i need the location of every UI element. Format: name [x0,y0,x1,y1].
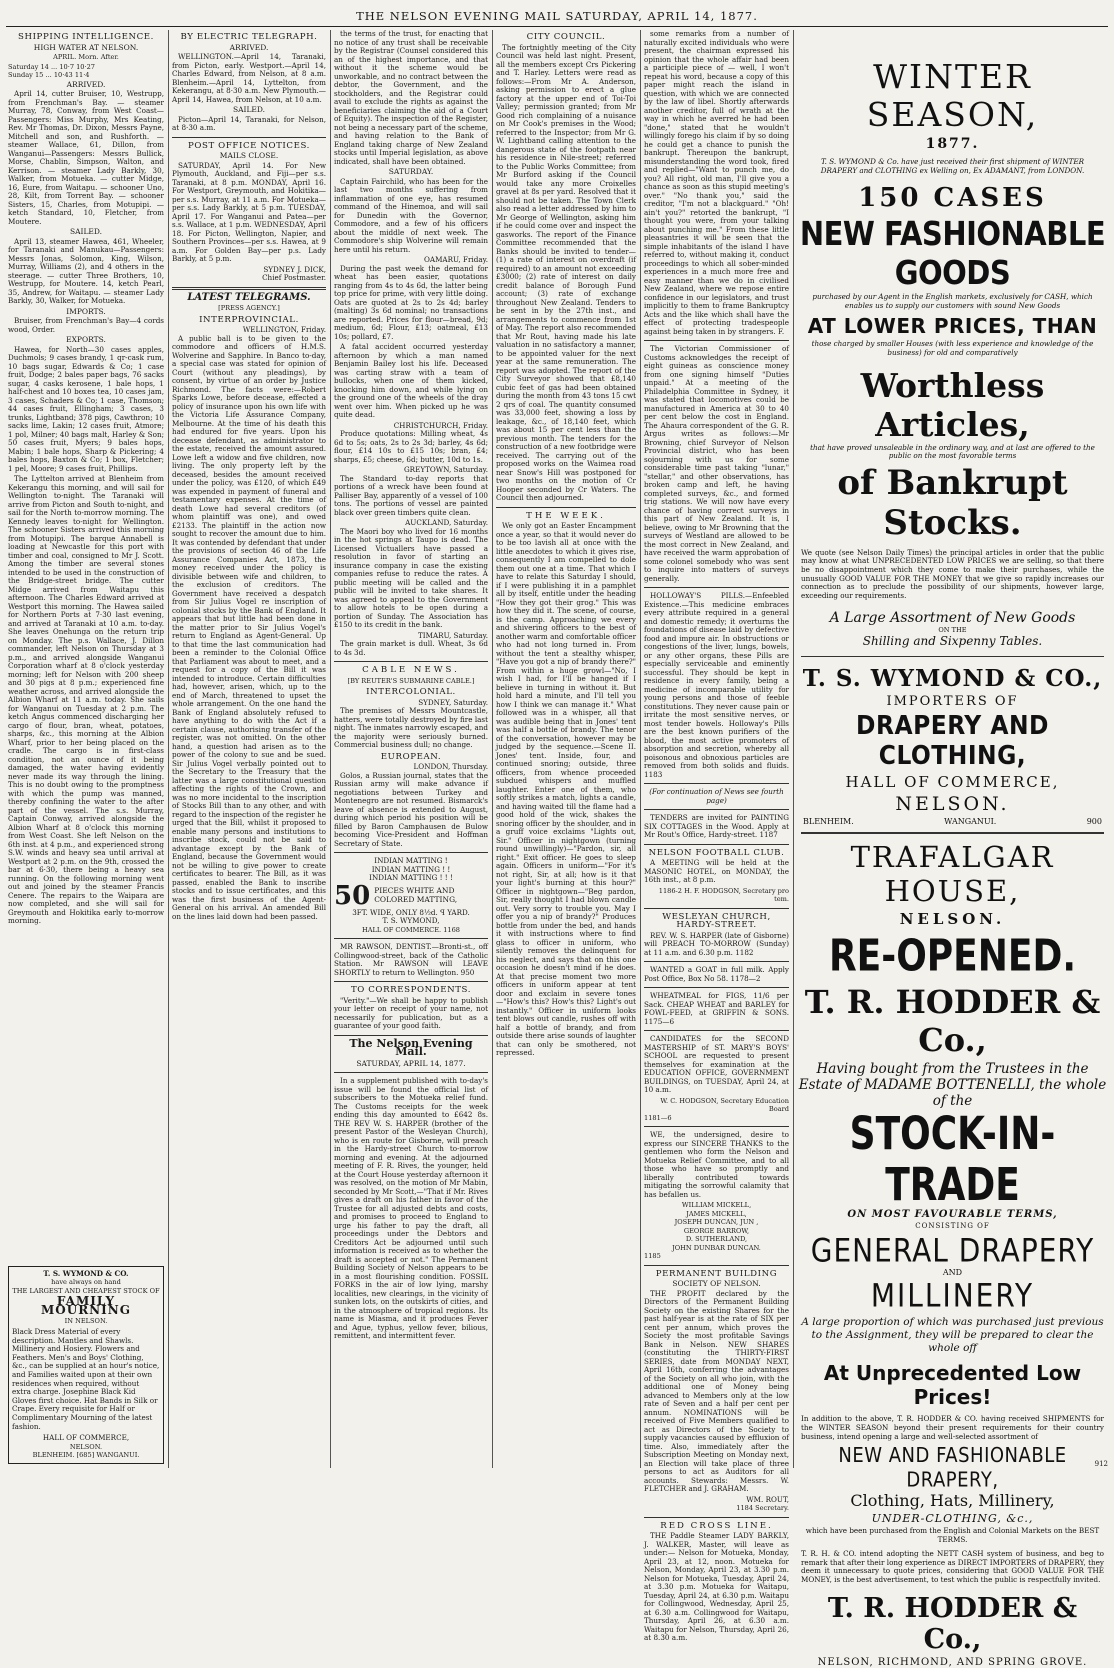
divider [801,656,1104,657]
candidates-number: 1181—6 [644,1113,672,1122]
news-text: During the past week the demand for wheat has been easier, quotations ranging from 4s to 4s 6d, the latter being top price for prime, with very little doing. Oats are quoted at 2s to 2s 4d; barley (malting) 3s 6d nominal; no transactions are reported. Prices for flour—bread, 9d; medium, 6d; Flour, £13; oatmeal, £13 10s; pollard, £7. [334,263,488,341]
column-rule [640,30,641,1468]
matting-line: INDIAN MATTING ! [374,856,448,865]
matting-line: INDIAN MATTING ! ! [371,864,451,874]
shipping-heading: SHIPPING INTELLIGENCE. [17,32,155,42]
tide-header: APRIL. Morn. After. [53,53,119,61]
nett-cash-text: T. R. H. & CO. intend adopting the NETT CASH system of business, and beg to remark that after their long experience as DIRECT IMPORTERS of DRAPERY, they deem it unnecessary to quote prices, considering that GOOD VALUE FOR THE MONEY, is the best advertisement, to test which the public is respectfully invited. [801,1549,1104,1585]
divider [334,938,488,939]
paper-nameplate: The Nelson Evening Mail. [349,1036,473,1058]
worthless-articles-heading: Worthless Articles, [860,365,1045,444]
building-society-text: THE PROFIT declared by the Directors of the Permanent Building Society on the existing Shares for the past half-year is at the rate of SIX per cent per annum, which proves the Society the most profitable Savings Bank in Nelson. NEW SHARES (constituting the THIRTY-FIRST SERIES, date from MONDAY NEXT, April 16th, conferring the advantages of the Society on all who join, with the additional one of Money being advanced to Members only at the low rate of Seven and a half per cent per annum. NOMINATIONS will be received of Five Members qualified to act as Directors of the Society to supply vacancies caused by effluxion of time. Also, immediately after the Subscription Meeting on Monday next, an Election will take place of three persons to act as Auditors for all accounts. Stewards: Messrs. W. FLETCHER and J. GRAHAM. [644,1288,789,1493]
news-text: A fatal accident occurred yesterday afternoon by which a man named Benjamin Bailey lost his life. Deceased was carting straw with a team of bullocks, when one of them kicked, knocking him down, and while lying on the ground one of the wheels of the dray went over him. When picked up he was quite dead. [334,342,488,419]
news-text: Golos, a Russian journal, states that the Russian army will make advance if negotiations between Turkey and Montenegro are not resumed. Bismarck's leave of absence is extended to August, during which period his position will be filled by Baron Camphausen de Bulow becoming Vice-President and Hoffman Secretary of State. [334,770,488,848]
news-text: The grain market is dull. Wheat, 3s 6d to 4s 3d. [334,639,488,657]
ad-places: BLENHEIM. [685] WANGANUI. [32,1451,140,1460]
drapery-clothing-heading: DRAPERY AND CLOTHING, [856,711,1049,772]
divider [644,987,789,988]
telegraph-heading: BY ELECTRIC TELEGRAPH. [180,32,318,42]
matting-description: PIECES WHITE AND COLORED MATTING, [374,886,458,904]
dateline: TIMARU, Saturday. [418,630,488,640]
matting-line: INDIAN MATTING ! ! ! [369,873,453,882]
divider [644,809,789,810]
divider [334,1035,488,1036]
quote-text: We quote (see Nelson Daily Times) the principal articles in order that the public may know at what UNPRECEDENTED LOW PRICES we are selling, so that there be no disappointment which they come to make their purchases, while the unusually GOOD VALUE FOR THE MONEY that we give so rapidly increases our connection as to preclude the possibility of our shipments, however large, exceeding our requirements. [801,547,1104,600]
building-society-heading: PERMANENT BUILDING [655,1268,778,1279]
hall-of-commerce: HALL OF COMMERCE, [845,773,1060,792]
interprovincial-heading: INTERPROVINCIAL. [199,314,299,325]
lower-prices-heading: AT LOWER PRICES, THAN [807,314,1098,339]
imports-heading: IMPORTS. [66,306,106,316]
divider [644,844,789,845]
which-text: which have been purchased from the English and Colonial Markets on the BEST TERMS. [805,1526,1100,1544]
the-week-heading: THE WEEK. [526,510,606,521]
news-text: The Standard to-day reports that portions of a wreck have been found at Palliser Bay, apparently of a vessel of 100 tons. The portions of vessel are painted black over green timbers quite clean. [334,473,488,517]
signer: JOHN DUNBAR DUNCAN. [672,1243,761,1252]
football-signature: 1186-2 H. F. HODGSON, Secretary pro tem. [658,886,789,903]
signer: D. SUTHERLAND, [685,1235,748,1243]
sailed-heading: SAILED. [69,227,103,236]
tables-heading: Shilling and Sixpenny Tables. [862,634,1043,649]
high-water-heading: HIGH WATER AT NELSON. [33,42,139,52]
mails-close-heading: MAILS CLOSE. [219,151,279,160]
matting-price: 3FT. WIDE, ONLY 8½d. ꟼ YARD. [352,907,470,917]
news-text: The Maori boy who lived for 16 months in the hot springs at Taupo is dead. The Licensed Victuallers have passed a resolution in favor of starting an insurance company in case the existing companies refuse to reduce the rates. A public meeting will be called and the public will be invited to take shares. It was agreed to appeal to the Government to allow hotels to be open during a portion of Sunday. The Association has £150 to its credit in the bank. [334,526,488,629]
hodder-locations: NELSON, RICHMOND, AND SPRING GROVE. [817,1656,1088,1668]
dateline: SYDNEY, Saturday. [418,697,488,707]
divider [334,981,488,982]
dateline: AUCKLAND, Saturday. [405,518,488,527]
paper-date: SATURDAY, APRIL 14, 1877. [356,1058,466,1068]
ad-firm: T. S. WYMOND & CO. [43,1268,129,1278]
divider [172,137,326,138]
divider [644,961,789,962]
tide-row: Sunday 15 ... 10·43 11·4 [8,71,90,79]
holloway-notice: HOLLOWAY'S PILLS.—Enfeebled Existence.—This medicine embraces every attribute required in a general and domestic remedy; it overturns the foundations of disease laid by defective food and impure air. In obstructions or congestions of the liver, lungs, bowels, or any other organs, these Pills are especially serviceable and eminently successful. They should be kept in residence in every family, being a medicine of incomparable utility for young persons and those of feeble constitutions. They never cause pain or irritate the most sensitive nerves, or most tender bowels. Holloway's Pills are the best known purifiers of the blood, the most active promoters of absorption and secretion, whereby all poisonous and obnoxious particles are removed from both solids and fluids. 1183 [644,591,789,779]
those-text: those charged by smaller Houses (with less experience and knowledge of the business) for old and comparatively [811,339,1094,357]
matting-advertisement [334,857,488,934]
ad-number: 900 [1086,817,1102,827]
continuation-note: (For continuation of News see fourth page) [649,787,784,805]
column-telegraph [172,30,326,1468]
large-assortment-heading: A Large Assortment of New Goods [829,610,1076,627]
signer: GEORGE BARROW, [683,1226,750,1235]
news-text: Captain Fairchild, who has been for the last two months suffering from inflammation of one eye, has resumed command of the Hinemoa, and will sail for Dunedin with the Governor, Commodore, and a few of his officers about the middle of next week. The Commodore's ship Wolverine will remain here until his return. [334,176,488,254]
shipping-news: The Lyttelton arrived at Blenheim from Kekerangu this morning, and will sail for Wellington to-night. The Taranaki will arrive from Picton and South to-night, and sail for the North to-morrow morning. The Kennedy leaves to-night for Wellington. The schooner Sisters arrived this morning from Motupipi. The barque Annabell is loading at Newcastle for this port with timber and coal, consigned to Mr J. Scott. Among the timber are several stones intended to be used in the construction of the Bridge-street bridge. The cutter Midge arrived from Waitapu this afternoon. The Charles Edward arrived at Westport this morning. The Hawea sailed for Northern Ports at 7·30 last evening, and arrived at Taranaki at 10 a.m. to-day. She leaves Onehunga on the return trip on Monday. The p.s. Wallace, J. Dillon commander, left Nelson on Thursday at 3 p.m., and arrived alongside Wanganui Corporation wharf at 8 o'clock yesterday morning; left for Nelson with 200 sheep and 30 pigs at 8 p.m.; experienced fine weather across, and arrived alongside the Albion Wharf at 11 a.m. today. She sails for Wanganui on Tuesday at 2 p.m. The ketch Angus commenced discharging her cargo of flour, bran, wheat, potatoes, sharps, &c., this morning at the Albion Wharf, prior to her being placed on the cradle. The cargo is in first-class condition, not an ounce of it being damaged, the water having evidently never made its way through the lining. This is no doubt owing to the promptness with which the pump was manned, thereby confining the water to the after part of the vessel. The s.s. Murray, Captain Conway, arrived alongside the Albion Wharf at 8 o'clock this morning from West Coast. She left Nelson on the 6th inst. at 4 p.m., and experienced strong S.W. winds and heavy sea until arrival at Westport at 2 p.m. on the 9th, crossed the bar at 6·30, there being a heavy sea running. On the following morning went out and joined by the steamer Francis Cenere. The repairs to the Waipara are now completed, and she will sail for Greymouth and Hokitika early to-morrow morning. [8,474,164,925]
importers-of: IMPORTERS OF [886,694,1019,710]
mourning-advertisement [8,1266,164,1464]
telegraph-sailed-text: Picton—April 14, Taranaki, for Nelson, at 8·30 a.m. [172,114,326,132]
divider [496,507,636,508]
divider [644,908,789,909]
dateline: WELLINGTON, Friday. [242,325,326,334]
addition-text: In addition to the above, T. R. HODDER & CO. having received SHIPMENTS for the WINTER SEASON beyond their present requirements for their country business, intend opening a large and well-selected assortment of [801,1414,1104,1441]
postmaster-title: Chief Postmaster. [262,273,326,282]
consisting-of: CONSISTING OF [915,1222,990,1231]
postmaster-name: SYDNEY J. DICK, [263,264,326,274]
branch-wanganui: WANGANUI. [944,817,997,827]
branches [797,817,1108,826]
divider [644,1265,789,1266]
red-cross-heading: RED CROSS LINE. [660,1520,773,1531]
fashionable-goods-heading: NEW FASHIONABLE GOODS [799,214,1106,293]
trafalgar-house-heading: TRAFALGAR HOUSE, [850,840,1055,909]
news-text: the terms of the trust, for enacting that no notice of any trust shall be receivable by the Registrar (Counsel considered this an of the highest importance, and that without it the scheme would be unworkable, and no contract between the debtor, the Government, and the stockholders, and the Registrar could avail to exclude the rights as against the beneficiaries claiming the aid of a Court of Equity). The inspection of the Register, not being a necessary part of the scheme, and having relation to the Bank of England taking charge of New Zealand stocks until Imperial legislation, as above indicated, shall have been obtained. [334,29,488,166]
ad-items: Black Dress Material of every description. Mantles and Shawls. Millinery and Hosiery. Flowers and Feathers. Men's and Boys' Clothing, &c., can be supplied at an hour's notice, and Families waited upon at their own residences when required, without extra charge. Josephine Black Kid Gloves first choice. Hat Bands in Silk or Crape. Every requisite for Half or Complimentary Mourning of the latest fashion. [12,1327,160,1431]
news-text: some remarks from a number of naturally excited individuals who were present, the chairman expressed his opinion that the whole affair had been a participle piece of — well, I won't repeat his word, because a copy of this paper might reach the island in question, with which we are connected by the law of libel. Shortly afterwards another creditor, full of wrath at the way in which he averred he had been "done," stated that he wouldn't willingly forego his claim if by so doing he could get a chance to punish the bankrupt. Thereupon the bankrupt, misunderstanding the word took, fired and replied—"Want to punch me, do you? All right, old man, I'll give you a chance as soon as this stupid meeting's over." "No thank you," said the creditor, "I'm not a blackguard." "Oh! ain't you?" retorted the bankrupt, "I thought you were, from your talking about punching me." From these little pleasantries it will be seen that the simple inhabitants of the island I have referred to, without making it, conduct proceedings to which all sober-minded experiences in a much more free and easy manner than we do in civilised New Zealand, where we repose entire confidence in our legislators, and trust implicitly to them to frame Bankruptcy Acts and the like which shall have the effect of protecting tradespeople against being taken in by strangers. F. [644,29,789,336]
news-text: Produce quotations: Milling wheat, 4s 6d to 5s; oats, 2s to 2s 3d; barley, 4s 6d; flour, £14 10s to £15 10s; bran, £4; sharps, £5; cheese, 6d; butter, 10d to 1s. [334,429,488,464]
tender-notice: TENDERS are invited for PAINTING SIX COTTAGES in the Wood. Apply at Mr Rout's Office, Hardy-street. 1187 [644,813,789,839]
wheatmeal-notice: WHEATMEAL for FIGS, 11/6 per Sack. CHEAP WHEAT and BARLEY for FOWL-FEED, at GRIFFIN & SONS. 1175—6 [644,991,789,1026]
arrived-heading: ARRIVED. [229,42,269,52]
divider [334,1072,488,1073]
football-heading: NELSON FOOTBALL CLUB. [648,847,785,858]
divider [172,287,326,290]
column-news [334,30,488,1468]
general-drapery-heading: GENERAL DRAPERY [810,1231,1095,1270]
purchased-text: purchased by our Agent in the English markets, exclusively for CASH, which enables us to supply our customers with sound New Goods [812,292,1093,310]
ad-mourning: FAMILY MOURNING [41,1294,131,1317]
building-society-number: 1184 Secretary. [736,1504,789,1512]
cases-heading: 150 CASES [858,183,1047,214]
news-text: The Victorian Commissioner of Customs acknowledges the receipt of eight guineas as conscience money from one signing himself "Duties unpaid." At a meeting of the Philadelphia Committee in Sydney, it was stated that locomotives could be manufactured in America at 30 to 40 per cent below the cost in England. The Ahaura correspondent of the G. R. Argus writes as follows:—Mr Browning, chief Surveyor of Nelson Provincial district, who has been sojourning with us for some considerable time past taking "lunar," "stellar," and other observations, has broken camp and left, he having completed surveys, &c., and formed trig stations. We will now have every chance of having correct surveys in this part of New Zealand. It is, I believe, owing to Mr Browning that the surveys of Westland are allowed to be the most correct in New Zealand, and have received the warm approbation of some colonel somebody who was sent to inquire into matters of surveys generally. [644,344,789,583]
stock-in-trade-heading: STOCK-IN-TRADE [849,1109,1056,1212]
winter-season-year: 1877. [925,136,980,152]
news-text: In a supplement published with to-day's issue will be found the official list of subscribers to the Motueka relief fund. The Customs receipts for the week ending this day amounted to £642 8s. THE REV W. S. HARPER (brother of the present Pastor of the Wesleyan Church), who is en route for Gisborne, will preach in the Hardy-street Church to-morrow morning and evening. At the adjourned meeting of F. R. Rives, the younger, held at the Court House yesterday afternoon it was resolved, on the motion of Mr Mabin, seconded by Mr Scott,—"That if Mr. Rives gives a draft on his father in favor of the Trustee for all adjusted debts and costs, and promises to proceed to England to urge his father to pay the draft, all proceedings under the Debtors and Creditors Act be adjourned until such information is received as to whether the draft is accepted or not." The Permanent Building Society of Nelson appears to be in a most flourishing condition. FOSSIL FORKS in the air of low lying, marshy localities, new clearings, in the vicinity of sunken lots, on the outskirts of cities, and in the atmosphere of tropical regions. Its name is Miasma, and it produces Fever and Ague, typhus, yellow fever, bilious, remittent, and intermittent fever. [334,1076,488,1340]
wesleyan-heading: WESLEYAN CHURCH, HARDY-STREET. [662,911,771,930]
football-text: A MEETING will be held at the MASONIC HOTEL, on MONDAY, the 16th inst., at 8 p.m. [644,858,789,884]
correspondents-text: "Verity."—We shall be happy to publish your letter on receipt of your name, not necessarily for publication, but as a guarantee of your good faith. [334,995,488,1030]
matting-firm: T. S. WYMOND, [382,916,440,925]
trafalgar-nelson: NELSON. [899,910,1006,929]
favourable-terms: ON MOST FAVOURABLE TERMS, [847,1209,1058,1221]
divider [644,340,789,341]
ad-hall: HALL OF COMMERCE, [42,1433,130,1443]
arrived-text: April 14, cutter Bruiser, 10, Westrupp, from Frenchman's Bay. — steamer Murray, 78, Conway, from West Coast—Passengers: Miss Murphy, Mrs Keating, Rev. Mr Thomas, Dr. Dixon, Messrs Payne, Mitchell and son, and Rushforth. — steamer Wallace, 61, Dillon, from Wanganui—Passengers: Messrs Bullick, Morse, Chablin, Simpson, Walton, and Kerrison. — steamer Lady Barkly, 30, Walker, from Motueka. — cutter Midge, 16, Eure, from Waitapu. — schooner Uno, 28, Kilt, from Torrent Bay. — schooner Sisters, 15, Charles, from Motupipi. — ketch Standard, 10, Fletcher, from Moutere. [8,89,164,226]
red-cross-text: THE Paddle Steamer LADY BARKLY, J. WALKER, Master, will leave as under:— Nelson for Motueka, Monday, April 23, at 12, noon. Motueka for Nelson, Monday, April 23, at 3.30 p.m. Nelson for Motueka, Tuesday, April 24, at 3.30 p.m. Motueka for Waitapu, Tuesday, April 24, at 6.30 p.m. Waitapu for Collingwood, Wednesday, April 25, at 6.30 a.m. Collingwood for Waitapu, Thursday, April 26, at 6.30 a.m. Waitapu for Nelson, Thursday, April 26, at 8.30 a.m. [644,1531,789,1642]
signer: JOSEPH DUNCAN, JUN , [674,1218,759,1226]
reopened-heading: RE-OPENED. [828,932,1077,982]
column-advertisements [797,30,1108,1668]
winter-season-title: WINTER SEASON, [866,57,1039,134]
building-society-subheading: SOCIETY OF NELSON. [672,1279,761,1288]
intercolonial-heading: INTERCOLONIAL. [366,687,456,697]
sailed-heading: SAILED. [232,105,266,114]
divider [334,852,488,853]
having-bought-text: Having bought from the Trustees in the Estate of MADAME BOTTENELLI, the whole of the [798,1061,1107,1110]
wesleyan-text: REV. W. S. HARPER (late of Gisborne) will PREACH TO-MORROW (Sunday) at 11 a.m. and 6.30 p.m. 1182 [644,930,789,957]
hodder-firm: T. R. HODDER & Co., [804,983,1101,1060]
dateline: GREYTOWN, Saturday. [403,465,488,474]
large-proportion-text: A large proportion of which was purchased just previous to the Assignment, they will be prepared to clear the whole off [801,1316,1104,1355]
on-the: ON THE [938,626,967,635]
news-text: The premises of Messrs Mountcastle, hatters, were totally destroyed by fire last night. The inmates narrowly escaped, and the majority were seriously burned. Commercial business dull; no change. [334,706,488,749]
dentist-notice: MR RAWSON, DENTIST.—Bronti-st., off Collingwood-street, back of the Catholic Station. Mr RAWSON will LEAVE SHORTLY to return to Wellington. 950 [334,942,488,977]
unprecedented-heading: At Unprecedented Low Prices! [823,1361,1082,1410]
wymond-firm: T. S. WYMOND & CO., [802,665,1103,693]
exports-heading: EXPORTS. [66,335,106,344]
divider [644,1126,789,1127]
matting-hall: HALL OF COMMERCE. 1168 [361,925,460,934]
wanted-notice: WANTED a GOAT in full milk. Apply Post Office, Box No 58. 1178—2 [644,965,789,983]
post-office-text: SATURDAY, April 14. For New Plymouth, Auckland, and Fiji—per s.s. Taranaki, at 8 p.m. MONDAY, April 16. For Westport, Greymouth, and Hokitika—per s.s. Murray, at 11 a.m. For Motueka—per s.s. Lady Barkly, at 5 p.m. TUESDAY, April 17. For Wanganui and Patea—per s.s. Wallace, at 1 p.m. WEDNESDAY, April 18. For Picton, Wellington, Napier, and Southern Provinces—per s.s. Hawea, at 9 a.m. For Golden Bay—per p.s. Lady Barkly, at 5 p.m. [172,160,326,263]
candidates-signature: W. C. HODGSON, Secretary Education Board [660,1096,789,1113]
cable-news-heading: CABLE NEWS. [362,665,460,675]
interprovincial-text: A public ball is to be given to the commodore and officers of H.M.S. Wolverine and Sapphire. In Banco to-day, a special case was stated for opinion of Court (without any pleadings), by consent, by virtue of an order by Justice Richmond. The facts were:—Robert Sparks Lowe, before decease, effected a policy of insurance upon his own life with the Victoria Life Assurance Company, Melbourne. At the time of his death this had endured for five years. Upon his decease defendant, as administrator to the estate, received the amount assured. Lowe left a widow and five children, now living. The only property left by the deceased, besides the amount received under the policy, was £120, of which £49 was expended in payment of funeral and testamentary expenses. At the time of death Lowe had several creditors (of whom plaintiff was one), and owed £2133. The plaintiff in the action now sought to recover the amount due to him. It was contended by defendant that under the provisions of section 46 of the Life Assurance Companies Act, 1873, the money received under the policy is divisible between wife and children, to the exclusion of creditors. The Government have received a despatch from Sir Julius Vogel re inscription of colonial stocks by the Bank of England. It appears that but little had been done in the matter prior to Sir Julius Vogel's return to England as Agent-General. Up to that time the last communication had been a reminder to the Colonial Office that Parliament was about to meet, and a request for a copy of the Bill it was intended to introduce. Certain difficulties had, however, arisen, which, up to the end of March, threatened to upset the whole arrangement. On the one hand the Bank of England absolutely refused to have anything to do with the Act if a certain clause, authorising transfer of the register, was not omitted. On the other hand, a question had arisen as to the power of the colony to sue and be sued. Sir Julius Vogel verbally pointed out to the Secretary to the Treasury that the latter was a large constitutional question affecting the rights of the Crown, and was no more incidental to the inscription of Stocks Bill than to any other, and with regard to the inspection of the register he urged that the Bill, whilst it proposed to enable many persons and institutions to inscribe stock, could not be said to advantage except by the Bank of England, because the Government would not be willing to give power to create certificates to bearer. The Bill, as it was passed, enabled the Bank to inscribe stocks and to issue certificates, and this was the first business of the Agent-General on his arrival. An amended Bill on the lines laid down had been passed. [172,333,326,921]
column-notices [644,29,789,1642]
signer: WILLIAM MICKELL, [681,1201,752,1209]
masthead: THE NELSON EVENING MAIL SATURDAY, APRIL 14, 1877. [6,6,1108,27]
council-text: The fortnightly meeting of the City Council was held last night. Present, all the members except Crs Pickering and T. Harley. Letters were read as follows:—From Mr A. Anderson, asking permission to erect a glue factory at the upper end of Toi-Toi Valley; permission granted; from Mr Good rich complaining of a nuisance on Mr Cook's premises in the Wood; referred to the Inspector; from Mr G. W. Lightband calling attention to the dangerous state of the footpath near his residence in Nile-street; referred to the Public Works Committee; from Mr Burford asking if the Council would take any more Croixelles gravel at 8s per yard. Resolved that it should not be taken. The Town Clerk also read a letter addressed by him to Mr George of Wellington, asking him if he could come over and inspect the gasworks. The report of the Finance Committee recommended that the Banks should be invited to tender—(1) a rate of interest on overdraft (if required) to an amount not exceeding £3000; (2) rate of interest on daily credit balance of Borough Fund account; (3) rate of exchange throughout New Zealand. Tenders to be sent in by the 27th inst., and arrangements to commence from 1st of May. The report also recommended that Mr Rout, having made his late valuation in no satisfactory a manner, to be appointed valuer for the next year at the same remuneration. The report was adopted. The report of the City Surveyor showed that £8,140 cubic feet of gas had been obtained during the month from 43 tons 15 cwt 2 qrs of coal. The quantity consumed was 33,000 feet, showing a loss by leakage, &c., of 18,140 feet, which was about 15 per cent less than the previous month. The tenders for the construction of a new footbridge were received. The carrying out of the proposed works on the Waimea road near Snow's Hill was postponed for two months on the motion of Cr Hooper seconded by Cr Waters. The Council then adjourned. [496,42,636,502]
millinery-heading: MILLINERY [870,1276,1035,1315]
building-society-signature: WM. ROUT, [746,1494,789,1504]
under-clothing-heading: UNDER-CLOTHING, &c., [871,1512,1034,1526]
reuter-note: [BY REUTER'S SUBMARINE CABLE.] [347,676,475,685]
divider [644,1030,789,1031]
column-council [496,30,636,1468]
subheading: SATURDAY. [388,167,434,176]
column-rule [492,30,493,1468]
exports-text: Hawea, for North—30 cases apples, Duchmols; 9 cases brandy, 1 qr-cask rum, 10 bags sugar, Edwards & Co; 1 case fruit, Dodge; 2 bales paper bags, 76 sacks sugar, 4 casks kerosene, 1 bale hops, 1 half-chest and 10 boxes tea, 10 cases jam, 3 cases, Schaders & Co; 1 case, Thomson; 44 cases fruit, Ellingham; 3 cases, 3 trunks, Lightband; 378 pigs, Cawthron; 10 sacks lime, Lakin; 12 cases fruit, Atmore; 1 pol, Milner; 40 bags malt, Harley & Son; 50 cases fruit, Myers; 9 bales hops, Mabin; 1 bale hops, Sharp & Pickering; 4 bales hops, Baxton & Co; 1 box, Fletcher; 1 pel, Moore; 9 cases fruit, Phillips. [8,344,164,473]
column-rule [793,30,794,1468]
ad-largest: THE LARGEST AND CHEAPEST STOCK OF [12,1286,160,1295]
column-rule [330,30,331,1468]
branch-blenheim: BLENHEIM. [803,817,854,827]
imports-text: Bruiser, from Frenchman's Bay—4 cords wood, Order. [8,316,164,334]
and-text: AND [942,1268,963,1278]
divider [801,832,1104,834]
correspondents-heading: TO CORRESPONDENTS. [350,985,472,995]
divider [644,783,789,784]
unsaleable-text: that have proved unsaleable in the ordinary way, and at last are offered to the public on the most favorable terms [810,442,1095,461]
hodder-firm-footer: T. R. HODDER & Co., [827,1592,1078,1655]
fashionable-drapery-heading: NEW AND FASHIONABLE DRAPERY, [838,1443,1067,1493]
bankrupt-stocks-heading: of Bankrupt Stocks. [837,462,1068,543]
ad-in-nelson: IN NELSON. [64,1316,108,1325]
ad-nelson: NELSON. [69,1442,103,1451]
telegraph-arrived-text: WELLINGTON.—April 14, Taranaki, from Picton, early. Westport.—April 14, Charles Edward, from Nelson, at 8 a.m. Blenheim.—April 14, Lyttelton, from Kekerangu, at 8·30 a.m. New Plymouth.—April 14, Hawea, from Nelson, at 10 a.m. [172,52,326,104]
ad-always: have always on hand [51,1278,121,1287]
ad-number: 912 [1094,1460,1108,1468]
column-rule [168,30,169,1468]
divider [334,661,488,662]
dateline: LONDON, Thursday. [413,762,488,771]
thanks-notice: WE, the undersigned, desire to express our SINCERE THANKS to the gentlemen who form the Nelson and Motueka Relief Committee, and to all those who have so promptly and liberally contributed towards mitigating the sorrowful calamity that has befallen us. [644,1130,789,1199]
the-week-text: We only got an Easter Encampment once a year, so that it would never do to be too lavish all at once with the little anecdotes to which it gives rise, consequently I am compelled to dole them out one at a time. That which I have to relate this Saturday I should, if I were publishing it in a pamphlet all by itself, entitle under the heading "How they got their grog." This was how they did it. The scene, of course, is the camp. Approaching we every and shivering officers to the best of another warm and comfortable officer who had not long turned in. From without the tent a stealthy whisper, "Have you got a nip of brandy there?" From within a huge growl—"No, I wish I had, for I'll be hanged if I believe in turning in without it. But hold hard a minute, and I'll tell you how I think we can manage it." What followed was in a whisper, all that was audible being that in Jones' tent was half a bottle of brandy. The tenor of the conversation, however may be judged by the sequence.—Scene II. Jones' tent. Inside, four, and continued snoring; outside, three officers, from whence proceeded subdued whispers and muffled laughter. Enter one of them, who softly strikes a match, lights a candle, and having waited till the flame had a good hold of the wick, shakes the snoring officer by the shoulder, and in a gruff voice exclaims "Lights out, Sir." Officer in nightgown (turning round unwillingly)—"Pardon, sir, all right." Exit officer. He goes to sleep again. Officers in uniform—"For it's not right, Sir, at all; how is it that your light's burning at this hour?" Officer in nightgown—"Beg pardon, Sir, really thought I had blown candle out. Very sorry to trouble you. May I offer you a nip of brandy?" Produces bottle from under the bed, and hands it with instructions where to find glass to officer in uniform, who silently removes the delinquent for his neglect, and says that on this one occasion he doesn't mind if he does. At that precise moment two more officers in uniform appear at tent door and exclaim in severe tones—"How's this? How's this? Light's out instantly." Officer in uniform looks tent blows out candle, rushes off with half a bottle of brandy, and from outside there arise sounds of laughter that can only be smothered, not repressed. [496,521,636,1057]
column-shipping [8,30,164,1468]
divider [644,587,789,588]
matting-number: 50 [334,880,371,911]
dateline: OAMARU, Friday. [423,255,488,264]
press-agency: [PRESS AGENCY.] [218,304,280,312]
divider [644,1517,789,1518]
telegrams-heading: LATEST TELEGRAMS. [187,291,311,303]
signer: JAMES MICKELL, [686,1209,747,1218]
clothing-hats-heading: Clothing, Hats, Millinery, [850,1491,1055,1511]
candidates-notice: CANDIDATES for the SECOND MASTERSHIP of ST. MARY'S BOYS' SCHOOL are requested to present themselves for examination at the EDUCATION OFFICE, GOVERNMENT BUILDINGS, on TUESDAY, April 24, at 10 a.m. [644,1034,789,1094]
signers-list [644,1201,789,1252]
european-heading: EUROPEAN. [380,751,442,762]
city-council-heading: CITY COUNCIL. [526,32,606,42]
sailed-text: April 13, steamer Hawea, 461, Wheeler, for Taranaki and Manukau—Passengers: Messrs Jonas, Solomon, King, Wilson, Murray, Williams (2), and 4 others in the steerage. — cutter Three Brothers, 10, Westrupp, for Moutere. 14, ketch Pearl, 35, Andrew, for Waitapu. — steamer Lady Barkly, 30, Walker, for Motueka. [8,236,164,305]
wymond-intro: T. S. WYMOND & Co. have just received their first shipment of WINTER DRAPERY and CLOTHING ex Welling on, Ex ADAMANT, from LONDON. [820,157,1085,175]
dateline: CHRISTCHURCH, Friday. [393,420,488,430]
post-office-heading: POST OFFICE NOTICES. [188,140,310,151]
arrived-heading: ARRIVED. [66,79,106,89]
tide-row: Saturday 14 ... 10·7 10·27 [8,62,95,71]
nelson-heading: NELSON. [895,793,1010,816]
signers-number: 1185 [644,1252,661,1260]
